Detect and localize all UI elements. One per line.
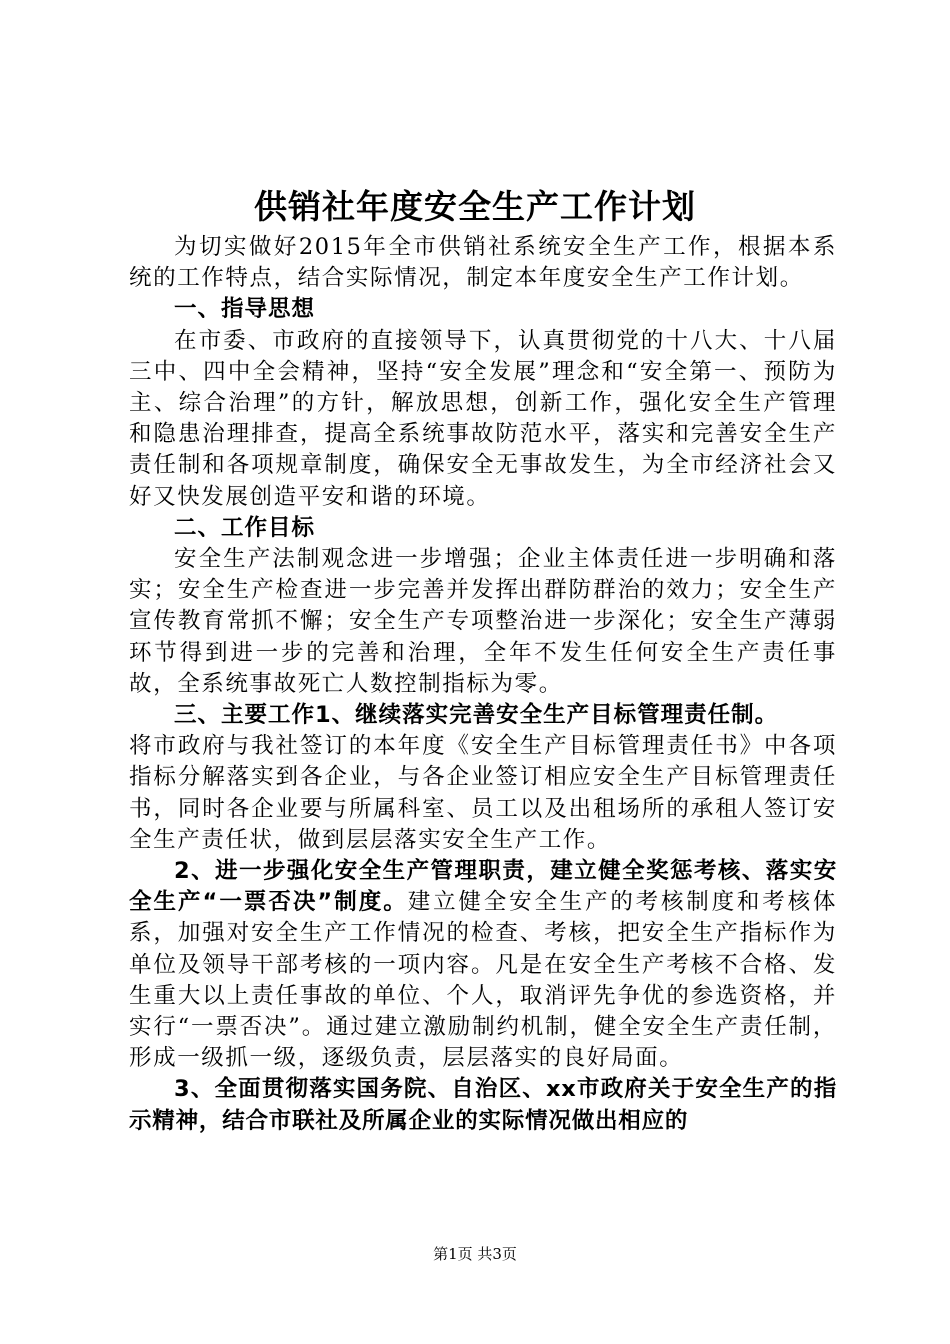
page-footer: 第1页 共3页 xyxy=(433,1245,517,1263)
section-heading-main-work: 三、主要工作1、继续落实完善安全生产目标管理责任制。 xyxy=(174,702,779,729)
intro-paragraph: 为切实做好2015年全市供销社系统安全生产工作，根据本系统的工作特点，结合实际情况，制定本年度安全生产工作计划。 xyxy=(129,234,837,292)
item-2-lead: 2、进一步强化安全生产管理职责，建立健全奖惩考核、落实安全生产“一票否决”制度。 xyxy=(129,858,837,916)
section-heading-work-goals: 二、工作目标 xyxy=(174,514,316,541)
item-3-lead: 3、全面贯彻落实国务院、自治区、xx市政府关于安全生产的指示精神，结合市联社及所属企业的实际情况做出相应的 xyxy=(129,1076,837,1134)
item-2-paragraph xyxy=(129,856,837,1074)
section-heading-guiding-ideology: 一、指导思想 xyxy=(174,296,316,323)
item-3-paragraph xyxy=(129,1074,837,1136)
document-body xyxy=(129,232,837,1137)
item-2-body: 建立健全安全生产的考核制度和考核体系，加强对安全生产工作情况的检查、考核，把安全生产指标作为单位及领导干部考核的一项内容。凡是在安全生产考核不合格、发生重大以上责任事故的单位、个人，取消评先争优的参选资格，并实行“一票否决”。通过建立激励制约机制，健全安全生产责任制，形成一级抓一级，逐级负责，层层落实的良好局面。 xyxy=(129,889,837,1072)
section-body-work-goals: 安全生产法制观念进一步增强；企业主体责任进一步明确和落实；安全生产检查进一步完善并发挥出群防群治的效力；安全生产宣传教育常抓不懈；安全生产专项整治进一步深化；安全生产薄弱环节得到进一步的完善和治理，全年不发生任何安全生产责任事故，全系统事故死亡人数控制指标为零。 xyxy=(129,546,837,697)
section-body-guiding-ideology: 在市委、市政府的直接领导下，认真贯彻党的十八大、十八届三中、四中全会精神，坚持“安全发展”理念和“安全第一、预防为主、综合治理”的方针，解放思想，创新工作，强化安全生产管理和隐患治理排查，提高全系统事故防范水平，落实和完善安全生产责任制和各项规章制度，确保安全无事故发生，为全市经济社会又好又快发展创造平安和谐的环境。 xyxy=(129,327,837,510)
section-body-main-work: 将市政府与我社签订的本年度《安全生产目标管理责任书》中各项指标分解落实到各企业，与各企业签订相应安全生产目标管理责任书，同时各企业要与所属科室、员工以及出租场所的承租人签订安全生产责任状，做到层层落实安全生产工作。 xyxy=(129,733,837,853)
document-title: 供销社年度安全生产工作计划 xyxy=(254,187,696,226)
